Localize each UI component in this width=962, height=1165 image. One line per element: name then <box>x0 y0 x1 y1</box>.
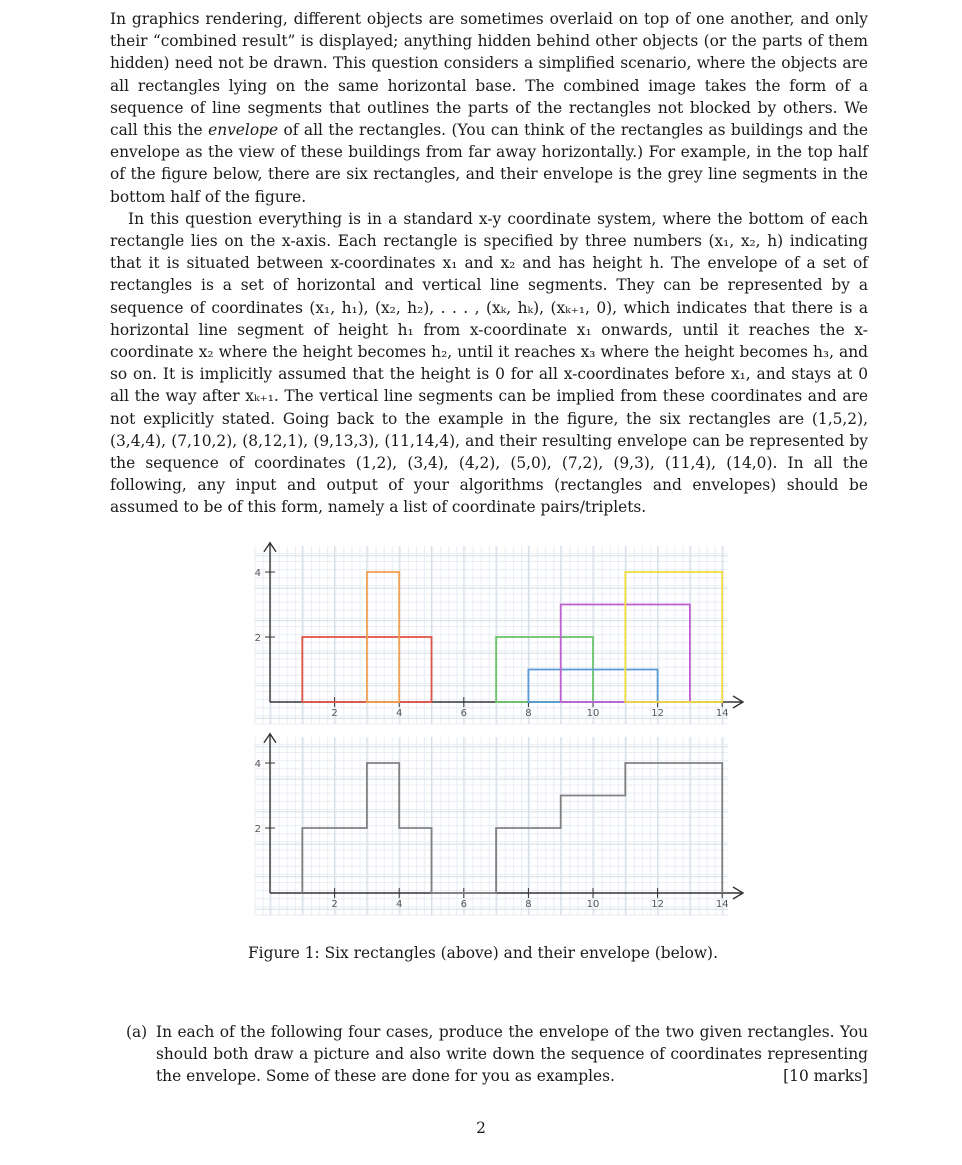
part-a-text: In each of the following four cases, produce the envelope of the two given rectangles. You should both draw a picture and also write down the sequence of coordinates representing the envelope. Some of these are done for you as examples. <box>156 1023 868 1086</box>
bottom-panel-x-tick-label: 12 <box>651 899 664 910</box>
bottom-panel-x-tick-label: 6 <box>460 899 467 910</box>
page-number: 2 <box>476 1119 486 1137</box>
top-panel-x-tick-label: 6 <box>460 708 467 719</box>
part-a <box>126 1021 868 1088</box>
bottom-panel-x-tick-label: 4 <box>396 899 403 910</box>
intro-text-b: of all the rectangles. (You can think of the rectangles as buildings and the envelope as the view of these buildings from far away horizontally.) For example, in the top half of the figure below, there are six rectangles, and their envelope is the grey line segments in the bottom half of the figure. <box>110 121 868 206</box>
paragraph-definition: In this question everything is in a standard x-y coordinate system, where the bottom of each rectangle lies on the x-axis. Each rectangle is specified by three numbers (x₁, x₂, h) indicating that it is situated between x-coordinates x₁ and x₂ and has height h. The envelope of a set of rectangles is a set of horizontal and vertical line segments. They can be represented by a sequence of coordinates (x₁, h₁), (x₂, h₂), . . . , (xₖ, hₖ), (xₖ₊₁, 0), which indicates that there is a horizontal line segment of height h₁ from x-coordinate x₁ onwards, until it reaches the x-coordinate x₂ where the height becomes h₂, until it reaches x₃ where the height becomes h₃, and so on. It is implicitly assumed that the height is 0 for all x-coordinates before x₁, and stays at 0 all the way after xₖ₊₁. The vertical line segments can be implied from these coordinates and are not explicitly stated. Going back to the example in the figure, the six rectangles are (1,5,2), (3,4,4), (7,10,2), (8,12,1), (9,13,3), (11,14,4), and their resulting envelope can be represented by the sequence of coordinates (1,2), (3,4), (4,2), (5,0), (7,2), (9,3), (11,4), (14,0). In all the following, any input and output of your algorithms (rectangles and envelopes) should be assumed to be of this form, namely a list of coordinate pairs/triplets. <box>110 209 868 517</box>
bottom-panel-y-tick-label: 4 <box>254 759 261 770</box>
bottom-panel-y-tick-label: 2 <box>254 824 261 835</box>
part-a-marks: [10 marks] <box>783 1067 868 1086</box>
part-a-label: (a) <box>126 1023 148 1041</box>
term-envelope: envelope <box>208 121 279 140</box>
top-panel-y-tick-label: 2 <box>254 633 261 644</box>
figure-caption: Figure 1: Six rectangles (above) and their envelope (below). <box>248 944 718 962</box>
bottom-panel-x-tick-label: 8 <box>525 899 532 910</box>
part-a-body <box>156 1021 868 1088</box>
intro-text-a: In graphics rendering, different objects are sometimes overlaid on top of one another, and only their “combined result” is displayed; anything hidden behind other objects (or the parts of them hidden) need not be drawn. This question considers a simplified scenario, where the objects are all rectangles lying on the same horizontal base. The combined image takes the form of a sequence of line segments that outlines the parts of the rectangles not blocked by others. We call this the <box>110 10 868 140</box>
bottom-panel-x-tick-label: 14 <box>715 899 729 910</box>
bottom-panel-x-tick-label: 10 <box>586 899 600 910</box>
top-panel-x-tick-label: 8 <box>525 708 532 719</box>
top-panel-y-tick-label: 4 <box>254 568 261 579</box>
top-panel-x-tick-label: 2 <box>331 708 338 719</box>
bottom-panel-x-tick-label: 2 <box>331 899 338 910</box>
top-panel-x-tick-label: 12 <box>651 708 664 719</box>
top-panel-x-tick-label: 10 <box>586 708 600 719</box>
top-panel-x-tick-label: 4 <box>396 708 403 719</box>
top-panel-x-tick-label: 14 <box>715 708 729 719</box>
